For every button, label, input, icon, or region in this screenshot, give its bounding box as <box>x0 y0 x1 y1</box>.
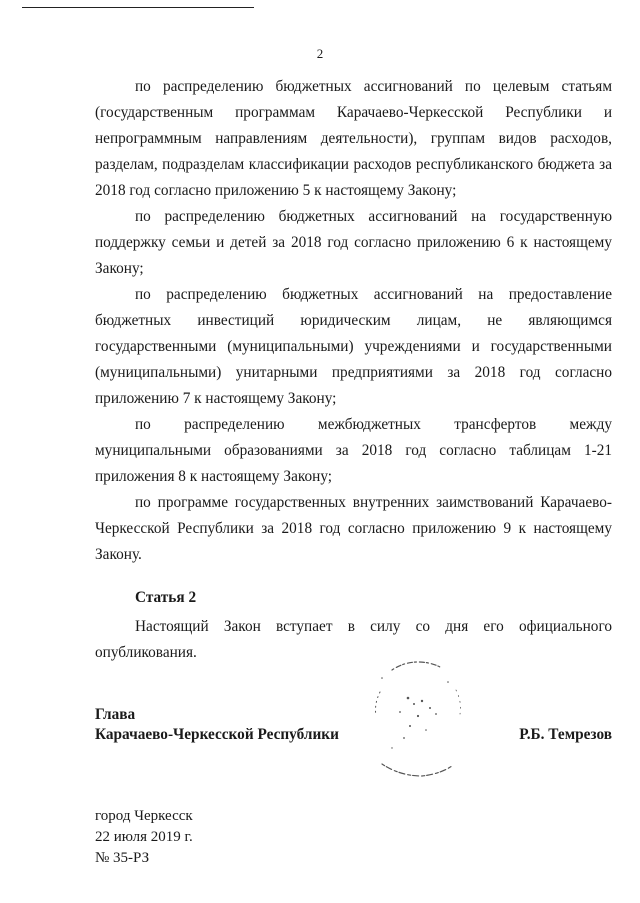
paragraph-appendix-7: по распределению бюджетных ассигнований на предоставление бюджетных инвестиций юридическим лицам, не являющимся государственными (муниципальными) учреждениями и государственными (муниципальными) унитарными предприятиями за 2018 год согласно приложению 7 к настоящему Закону; <box>95 286 612 407</box>
signer-title <box>95 705 339 745</box>
signer-name: Р.Б. Темрезов <box>519 726 612 743</box>
paragraph-appendix-9: по программе государственных внутренних заимствований Карачаево-Черкесской Республики за 2018 год согласно приложению 9 к настоящему Закону. <box>95 494 612 563</box>
article-heading: Статья 2 <box>135 589 197 606</box>
footer-date: 22 июля 2019 г. <box>95 829 193 845</box>
document-body <box>95 74 612 568</box>
paragraph-appendix-5: по распределению бюджетных ассигнований по целевым статьям (государственным программам Карачаево-Черкесской Республики и непрограммным направлениям деятельности), группам видов расходов, разделам, подразделам классификации расходов республиканского бюджета за 2018 год согласно приложению 5 к настоящему Закону; <box>95 78 612 199</box>
document-footer <box>95 806 193 869</box>
signer-title-line2: Карачаево-Черкесской Республики <box>95 726 339 743</box>
footer-number: № 35-РЗ <box>95 850 150 866</box>
official-seal-icon <box>352 652 482 782</box>
article-text: Настоящий Закон вступает в силу со дня его официального опубликования. <box>95 618 612 661</box>
paragraph-appendix-6: по распределению бюджетных ассигнований на государственную поддержку семьи и детей за 2018 год согласно приложению 6 к настоящему Закону; <box>95 208 612 277</box>
page-number: 2 <box>316 46 324 61</box>
footer-city: город Черкесск <box>95 808 193 824</box>
top-rule <box>22 7 254 8</box>
signer-title-line1: Глава <box>95 706 136 723</box>
paragraph-appendix-8: по распределению межбюджетных трансфертов между муниципальными образованиями за 2018 год согласно таблицам 1-21 приложения 8 к настоящему Закону; <box>95 416 612 485</box>
